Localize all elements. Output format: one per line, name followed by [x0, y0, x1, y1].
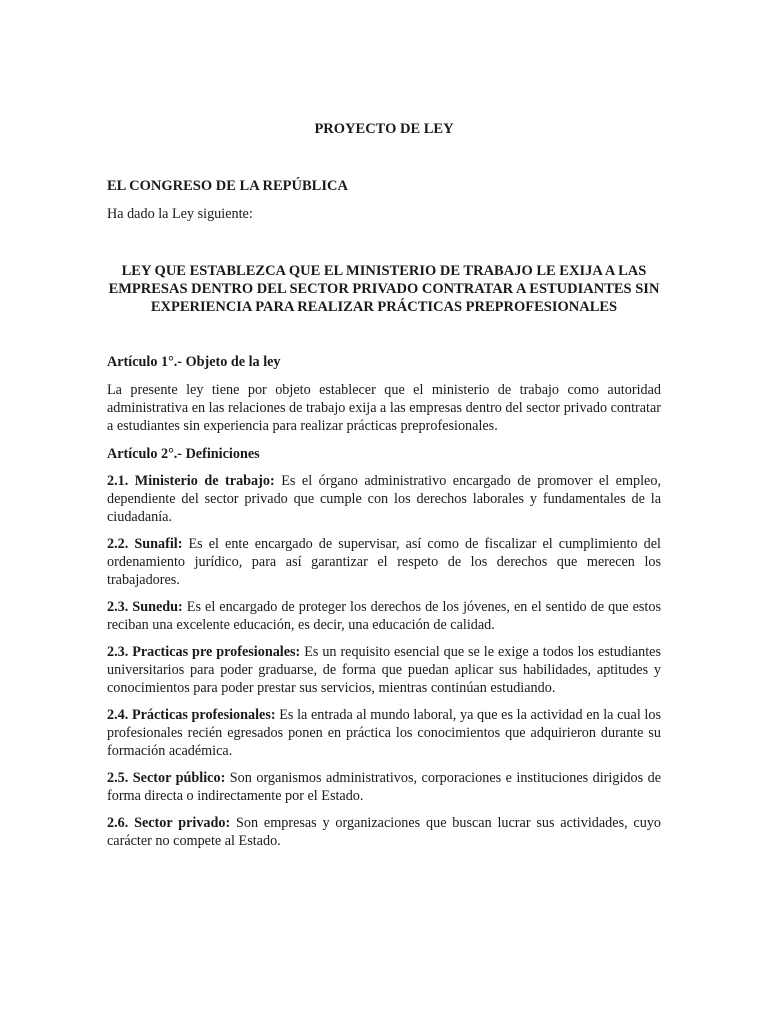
article-2-heading: Artículo 2°.- Definiciones — [107, 446, 260, 462]
definition-text: Son empresas y organizaciones que buscan lucrar sus actividades, cuyo carácter no compete al Estado. — [107, 815, 662, 849]
definition-text: Es el ente encargado de supervisar, así como de fiscalizar el cumplimiento del ordenamiento jurídico, para así garantizar el respeto de los derechos que merecen los trabajadores. — [107, 536, 661, 588]
document-title: PROYECTO DE LEY — [314, 121, 454, 137]
definition-text: Es el encargado de proteger los derechos de los jóvenes, en el sentido de que estos reciban una excelente educación, es decir, una educación de calidad. — [107, 599, 661, 633]
definition-practicas-pre-profesionales — [107, 643, 661, 697]
definition-sector-publico — [107, 769, 661, 805]
definition-term: 2.6. Sector privado: — [107, 815, 231, 831]
definition-ministerio — [107, 472, 661, 526]
definition-term: 2.4. Prácticas profesionales: — [107, 707, 276, 723]
definition-text: Es la entrada al mundo laboral, ya que es la actividad en la cual los profesionales recién egresados ponen en práctica los conocimientos que adquirieron durante su formación académica. — [107, 707, 661, 759]
definition-term: 2.5. Sector público: — [107, 770, 226, 786]
definition-text: Es el órgano administrativo encargado de promover el empleo, dependiente del sector privado que cumple con los derechos laborales y fundamentales de la ciudadanía. — [107, 473, 661, 525]
definition-sunafil — [107, 535, 661, 589]
issuer-heading: EL CONGRESO DE LA REPÚBLICA — [107, 178, 348, 194]
definition-sunedu — [107, 598, 661, 634]
definition-text: Son organismos administrativos, corporaciones e instituciones dirigidos de forma directa o indirectamente por el Estado. — [107, 770, 661, 804]
definition-practicas-profesionales — [107, 706, 661, 760]
article-1-heading: Artículo 1°.- Objeto de la ley — [107, 354, 281, 370]
definition-term: 2.3. Practicas pre profesionales: — [107, 644, 301, 660]
article-1-text: La presente ley tiene por objeto establecer que el ministerio de trabajo como autoridad administrativa en las relaciones de trabajo exija a las empresas dentro del sector privado contratar a estudiantes sin experiencia para realizar prácticas preprofesionales. — [107, 382, 661, 434]
definition-term: 2.3. Sunedu: — [107, 599, 183, 615]
enactment-clause: Ha dado la Ley siguiente: — [107, 206, 253, 222]
definition-term: 2.2. Sunafil: — [107, 536, 183, 552]
definition-text: Es un requisito esencial que se le exige a todos los estudiantes universitarios para poder graduarse, de forma que puedan aplicar sus habilidades, aptitudes y conocimientos para poder prestar sus servicios, mientras continúan estudiando. — [107, 644, 661, 696]
document-body — [107, 353, 661, 859]
definition-sector-privado — [107, 814, 661, 850]
law-title: LEY QUE ESTABLEZCA QUE EL MINISTERIO DE TRABAJO LE EXIJA A LAS EMPRESAS DENTRO DEL SECTOR PRIVADO CONTRATAR A ESTUDIANTES SIN EXPERIENCIA PARA REALIZAR PRÁCTICAS PREPROFESIONALES — [108, 263, 660, 315]
definition-term: 2.1. Ministerio de trabajo: — [107, 473, 275, 489]
